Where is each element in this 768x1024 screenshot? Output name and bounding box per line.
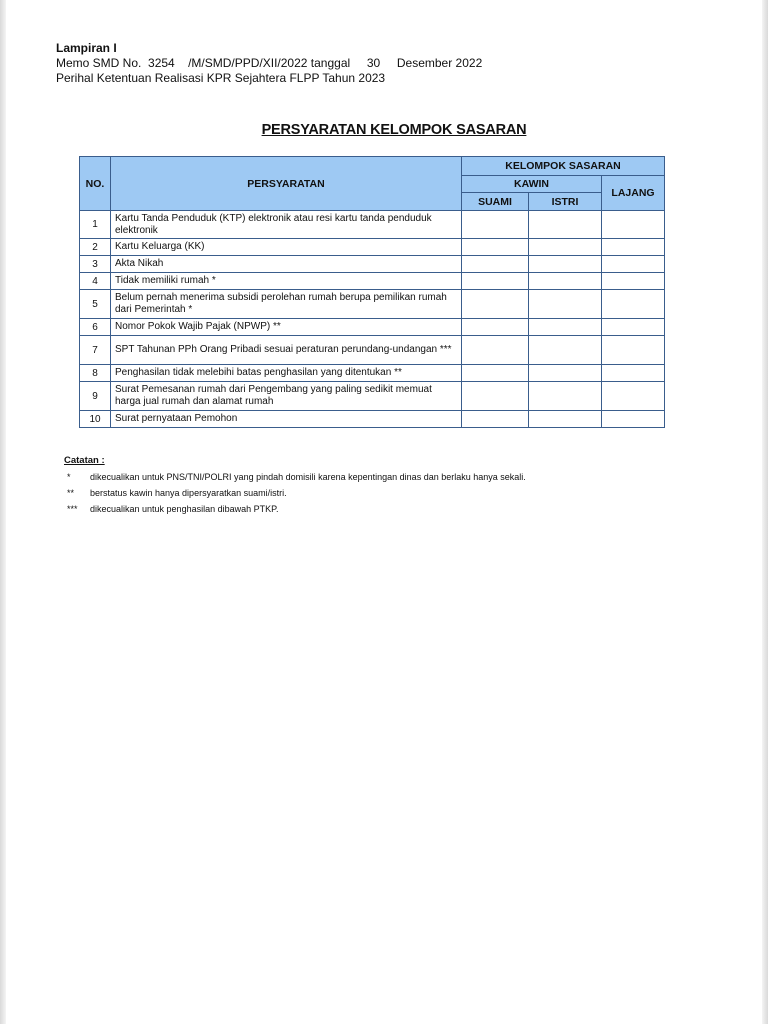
cell-wife	[529, 365, 602, 382]
memo-month-year: Desember 2022	[396, 56, 483, 70]
notes-section	[64, 453, 526, 517]
cell-husband	[462, 336, 529, 365]
cell-husband	[462, 411, 529, 428]
cell-husband	[462, 273, 529, 290]
requirements-table	[79, 156, 665, 428]
cell-single	[602, 256, 665, 273]
col-header-no: NO.	[80, 157, 111, 211]
cell-wife	[529, 211, 602, 239]
cell-husband	[462, 365, 529, 382]
row-number: 2	[80, 239, 111, 256]
row-requirement: Kartu Keluarga (KK)	[111, 239, 462, 256]
row-number: 3	[80, 256, 111, 273]
cell-wife	[529, 382, 602, 411]
table-row	[80, 319, 665, 336]
page-edge-right	[762, 0, 768, 1024]
note-text: dikecualikan untuk PNS/TNI/POLRI yang pindah domisili karena kepentingan dinas dan berlaku hanya sekali.	[90, 472, 526, 482]
cell-husband	[462, 211, 529, 239]
cell-husband	[462, 256, 529, 273]
cell-single	[602, 211, 665, 239]
memo-day: 30	[366, 56, 381, 70]
document-header	[56, 41, 482, 86]
memo-code: /M/SMD/PPD/XII/2022 tanggal	[188, 56, 351, 70]
col-header-wife: ISTRI	[529, 193, 602, 211]
row-number: 5	[80, 290, 111, 319]
row-requirement: Penghasilan tidak melebihi batas penghasilan yang ditentukan **	[111, 365, 462, 382]
row-requirement: Tidak memiliki rumah *	[111, 273, 462, 290]
cell-single	[602, 273, 665, 290]
row-requirement: Surat Pemesanan rumah dari Pengembang yang paling sedikit memuat harga jual rumah dan alamat rumah	[111, 382, 462, 411]
note-item	[64, 469, 526, 485]
row-requirement: Kartu Tanda Penduduk (KTP) elektronik atau resi kartu tanda penduduk elektronik	[111, 211, 462, 239]
cell-single	[602, 365, 665, 382]
col-header-married: KAWIN	[462, 176, 602, 193]
table-row	[80, 211, 665, 239]
cell-wife	[529, 290, 602, 319]
memo-line	[56, 56, 482, 71]
col-header-husband: SUAMI	[462, 193, 529, 211]
col-header-single: LAJANG	[602, 176, 665, 211]
note-mark: **	[67, 488, 75, 498]
cell-husband	[462, 382, 529, 411]
col-header-target-group: KELOMPOK SASARAN	[462, 157, 665, 176]
memo-number: 3254	[148, 56, 175, 70]
cell-wife	[529, 273, 602, 290]
cell-husband	[462, 319, 529, 336]
table-row	[80, 336, 665, 365]
note-mark: ***	[67, 504, 78, 514]
row-requirement: Belum pernah menerima subsidi perolehan rumah berupa pemilikan rumah dari Pemerintah *	[111, 290, 462, 319]
cell-single	[602, 411, 665, 428]
table-row	[80, 273, 665, 290]
note-item	[64, 485, 526, 501]
subject-line: Perihal Ketentuan Realisasi KPR Sejahtera FLPP Tahun 2023	[56, 71, 386, 85]
table-row	[80, 382, 665, 411]
cell-wife	[529, 336, 602, 365]
table-row	[80, 290, 665, 319]
note-item	[64, 501, 526, 517]
cell-single	[602, 382, 665, 411]
page-title-wrap	[0, 121, 768, 139]
row-number: 1	[80, 211, 111, 239]
cell-single	[602, 336, 665, 365]
row-number: 4	[80, 273, 111, 290]
cell-single	[602, 239, 665, 256]
attachment-label: Lampiran I	[56, 41, 117, 55]
note-mark: *	[67, 472, 71, 482]
cell-husband	[462, 239, 529, 256]
col-header-requirement: PERSYARATAN	[111, 157, 462, 211]
cell-wife	[529, 239, 602, 256]
cell-wife	[529, 411, 602, 428]
page-edge-left	[0, 0, 6, 1024]
row-number: 7	[80, 336, 111, 365]
table-row	[80, 365, 665, 382]
memo-prefix: Memo SMD No.	[56, 56, 142, 70]
notes-title: Catatan :	[64, 455, 105, 466]
cell-single	[602, 290, 665, 319]
note-text: dikecualikan untuk penghasilan dibawah PTKP.	[90, 504, 279, 514]
cell-husband	[462, 290, 529, 319]
table-row	[80, 256, 665, 273]
cell-wife	[529, 256, 602, 273]
table-row	[80, 239, 665, 256]
row-requirement: Nomor Pokok Wajib Pajak (NPWP) **	[111, 319, 462, 336]
row-number: 8	[80, 365, 111, 382]
row-requirement: Akta Nikah	[111, 256, 462, 273]
page-title: PERSYARATAN KELOMPOK SASARAN	[261, 122, 527, 138]
cell-wife	[529, 319, 602, 336]
cell-single	[602, 319, 665, 336]
note-text: berstatus kawin hanya dipersyaratkan suami/istri.	[90, 488, 287, 498]
row-number: 10	[80, 411, 111, 428]
row-number: 6	[80, 319, 111, 336]
row-number: 9	[80, 382, 111, 411]
row-requirement: Surat pernyataan Pemohon	[111, 411, 462, 428]
row-requirement: SPT Tahunan PPh Orang Pribadi sesuai peraturan perundang-undangan ***	[111, 336, 462, 365]
table-row	[80, 411, 665, 428]
